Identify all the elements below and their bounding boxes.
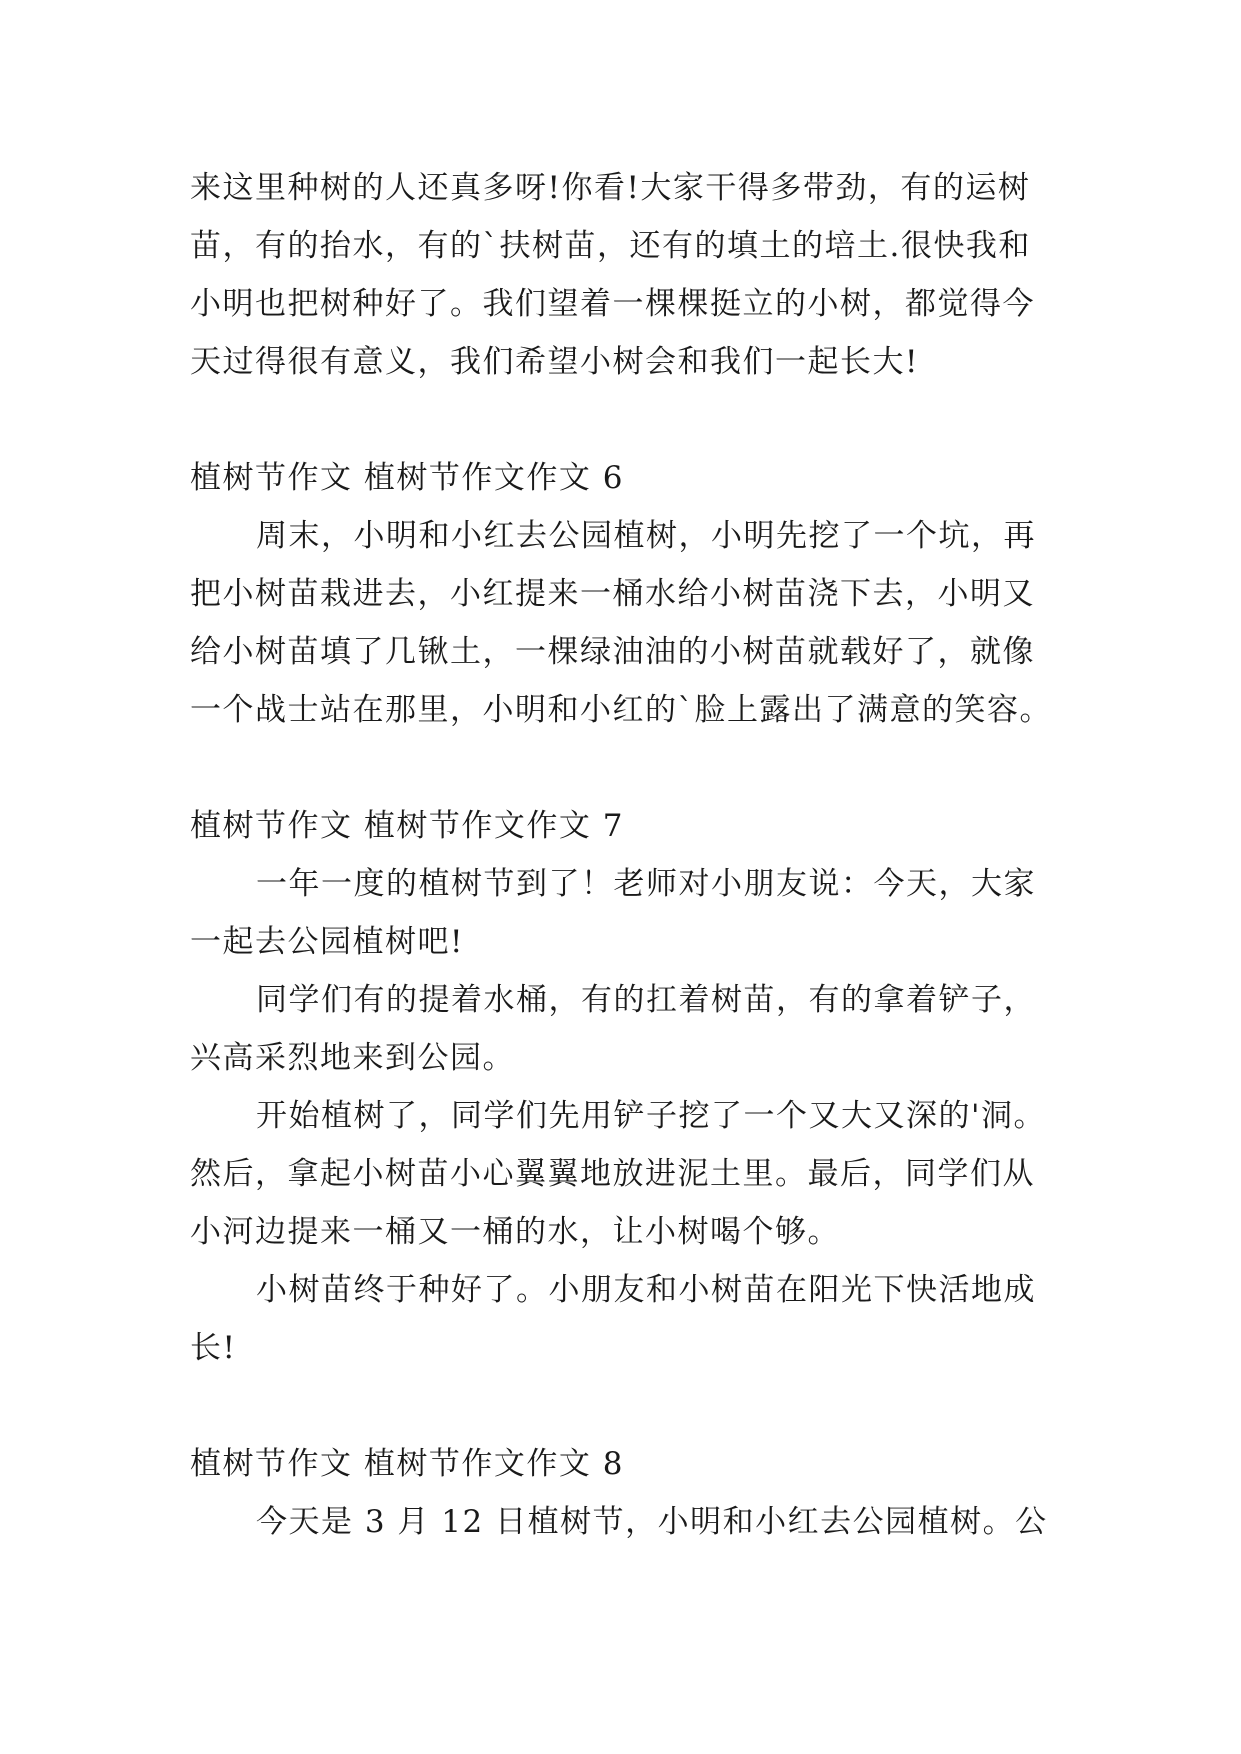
essay-7-title: 植树节作文 植树节作文作文 7	[190, 808, 624, 844]
essay-8-title: 植树节作文 植树节作文作文 8	[190, 1446, 624, 1482]
essay-6-line-3: 给小树苗填了几锹土，一棵绿油油的小树苗就载好了，就像	[190, 634, 1035, 670]
essay-6	[190, 449, 1070, 739]
essay-7-line-4: 兴高采烈地来到公园。	[190, 1040, 515, 1076]
essay-6-line-4: 一个战士站在那里，小明和小红的`脸上露出了满意的笑容。	[190, 692, 1052, 728]
essay-7-line-3: 同学们有的提着水桶，有的扛着树苗，有的拿着铲子，	[256, 982, 1036, 1018]
essay-7-line-7: 小河边提来一桶又一桶的水，让小树喝个够。	[190, 1214, 840, 1250]
essay-7-line-9: 长!	[190, 1330, 237, 1366]
essay-7	[190, 797, 1070, 1377]
essay-8	[190, 1435, 1070, 1551]
essay-7-line-5: 开始植树了，同学们先用铲子挖了一个又大又深的'洞。	[256, 1098, 1047, 1134]
intro-paragraph	[190, 159, 1070, 391]
intro-line-2: 苗，有的抬水，有的`扶树苗，还有的填土的培土.很快我和	[190, 228, 1031, 264]
essay-7-line-6: 然后，拿起小树苗小心翼翼地放进泥土里。最后，同学们从	[190, 1156, 1035, 1192]
essay-6-line-2: 把小树苗栽进去，小红提来一桶水给小树苗浇下去，小明又	[190, 576, 1035, 612]
essay-7-line-2: 一起去公园植树吧!	[190, 924, 464, 960]
essay-7-line-8: 小树苗终于种好了。小朋友和小树苗在阳光下快活地成	[256, 1272, 1036, 1308]
essay-6-title: 植树节作文 植树节作文作文 6	[190, 460, 624, 496]
essay-7-line-1: 一年一度的植树节到了！老师对小朋友说：今天，大家	[256, 866, 1036, 902]
intro-line-1: 来这里种树的人还真多呀!你看!大家干得多带劲，有的运树	[190, 170, 1031, 206]
intro-line-3: 小明也把树种好了。我们望着一棵棵挺立的小树，都觉得今	[190, 286, 1035, 322]
essay-8-line-1: 今天是 3 月 12 日植树节，小明和小红去公园植树。公	[256, 1504, 1048, 1540]
intro-line-4: 天过得很有意义，我们希望小树会和我们一起长大!	[190, 344, 919, 380]
essay-6-line-1: 周末，小明和小红去公园植树，小明先挖了一个坑，再	[256, 518, 1036, 554]
